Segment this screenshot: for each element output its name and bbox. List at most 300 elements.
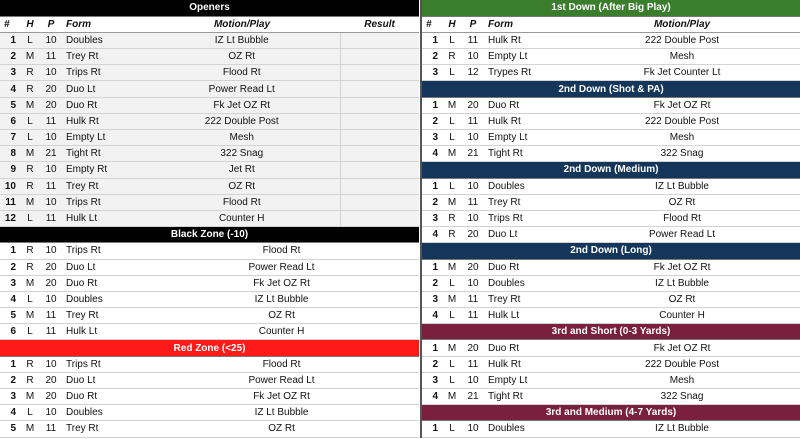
formation: Hulk Rt xyxy=(62,113,144,129)
second-shot-row[interactable] xyxy=(422,113,800,129)
second-long-row[interactable] xyxy=(422,259,800,275)
red-zone-title: Red Zone (<25) xyxy=(0,340,419,356)
formation: Trey Rt xyxy=(484,194,564,210)
personnel: 11 xyxy=(462,113,484,129)
personnel: 20 xyxy=(40,389,62,405)
motion-play: IZ Lt Bubble xyxy=(564,178,800,194)
motion-play: Flood Rt xyxy=(564,210,800,226)
formation: Doubles xyxy=(62,32,144,48)
personnel: 21 xyxy=(462,146,484,162)
motion-play: OZ Rt xyxy=(564,291,800,307)
openers-row[interactable] xyxy=(0,32,419,48)
hash-header: # xyxy=(422,16,442,32)
hash-mark: L xyxy=(442,421,462,437)
first-down-row[interactable] xyxy=(422,65,800,81)
personnel: 20 xyxy=(40,259,62,275)
second-shot-band xyxy=(422,81,800,97)
motion-play: 322 Snag xyxy=(564,389,800,405)
personnel: 20 xyxy=(462,259,484,275)
openers-row[interactable] xyxy=(0,162,419,178)
play-number: 2 xyxy=(422,356,442,372)
second-medium-title: 2nd Down (Medium) xyxy=(422,162,800,178)
motion-play: Jet Rt xyxy=(144,162,340,178)
play-number: 2 xyxy=(422,113,442,129)
play-number: 1 xyxy=(422,97,442,113)
third-short-row[interactable] xyxy=(422,356,800,372)
result-cell[interactable] xyxy=(340,32,419,48)
personnel: 11 xyxy=(40,113,62,129)
formation: Hulk Lt xyxy=(484,308,564,324)
result-cell[interactable] xyxy=(340,81,419,97)
play-number: 2 xyxy=(0,49,20,65)
hash-mark: M xyxy=(442,291,462,307)
column-header-row xyxy=(0,16,419,32)
personnel: 10 xyxy=(40,291,62,307)
first-down-row[interactable] xyxy=(422,49,800,65)
formation: Duo Lt xyxy=(484,227,564,243)
hash-mark: R xyxy=(442,49,462,65)
openers-row[interactable] xyxy=(0,81,419,97)
motion-play: Flood Rt xyxy=(144,194,340,210)
formation: Tight Rt xyxy=(484,389,564,405)
personnel: 20 xyxy=(40,275,62,291)
hash-mark: M xyxy=(20,146,40,162)
hash-mark: L xyxy=(442,113,462,129)
play-number: 11 xyxy=(0,194,20,210)
play-number: 2 xyxy=(422,275,442,291)
result-cell[interactable] xyxy=(340,49,419,65)
motion-play: OZ Rt xyxy=(144,49,340,65)
result-header: Result xyxy=(340,16,419,32)
formation: Doubles xyxy=(62,291,144,307)
play-number: 4 xyxy=(422,308,442,324)
second-medium-row[interactable] xyxy=(422,227,800,243)
personnel: 11 xyxy=(40,324,62,340)
formation: Trypes Rt xyxy=(484,65,564,81)
play-number: 3 xyxy=(0,275,20,291)
play-number: 4 xyxy=(422,389,442,405)
hash-mark: R xyxy=(20,356,40,372)
hash-mark: L xyxy=(20,32,40,48)
openers-band xyxy=(0,0,419,16)
hash-mark: R xyxy=(20,178,40,194)
formation: Empty Lt xyxy=(62,130,144,146)
personnel: 11 xyxy=(462,32,484,48)
second-shot-row[interactable] xyxy=(422,97,800,113)
third-short-row[interactable] xyxy=(422,389,800,405)
formation: Duo Rt xyxy=(62,275,144,291)
motion-play: Flood Rt xyxy=(144,65,340,81)
personnel: 10 xyxy=(40,194,62,210)
form-header: Form xyxy=(484,16,564,32)
personnel: 11 xyxy=(462,356,484,372)
motion-play: OZ Rt xyxy=(564,194,800,210)
play-number: 4 xyxy=(0,81,20,97)
play-number: 1 xyxy=(422,340,442,356)
motion-play: Mesh xyxy=(564,130,800,146)
play-number: 2 xyxy=(0,372,20,388)
formation: Trips Rt xyxy=(62,243,144,259)
third-short-band xyxy=(422,324,800,340)
third-short-row[interactable] xyxy=(422,340,800,356)
formation: Duo Lt xyxy=(62,81,144,97)
personnel: 11 xyxy=(462,308,484,324)
play-number: 5 xyxy=(0,308,20,324)
black-zone-row[interactable] xyxy=(0,308,419,324)
formation: Empty Lt xyxy=(484,372,564,388)
motion-play: Power Read Lt xyxy=(564,227,800,243)
play-number: 8 xyxy=(0,146,20,162)
hash-mark: L xyxy=(20,324,40,340)
personnel: 21 xyxy=(462,389,484,405)
first-down-title: 1st Down (After Big Play) xyxy=(422,0,800,16)
motion-play: 322 Snag xyxy=(144,146,340,162)
formation: Duo Rt xyxy=(484,97,564,113)
motion-play: 222 Double Post xyxy=(144,113,340,129)
hash-mark: M xyxy=(442,146,462,162)
black-zone-row[interactable] xyxy=(0,243,419,259)
black-zone-row[interactable] xyxy=(0,324,419,340)
motion-play: OZ Rt xyxy=(144,308,419,324)
formation: Hulk Rt xyxy=(484,32,564,48)
p-header: P xyxy=(462,16,484,32)
play-number: 5 xyxy=(0,97,20,113)
hash-mark: L xyxy=(20,405,40,421)
formation: Tight Rt xyxy=(62,146,144,162)
openers-row[interactable] xyxy=(0,49,419,65)
formation: Hulk Rt xyxy=(484,356,564,372)
black-zone-row[interactable] xyxy=(0,275,419,291)
red-zone-row[interactable] xyxy=(0,405,419,421)
formation: Tight Rt xyxy=(484,146,564,162)
third-short-title: 3rd and Short (0-3 Yards) xyxy=(422,324,800,340)
formation: Doubles xyxy=(62,405,144,421)
hash-mark: R xyxy=(442,210,462,226)
formation: Duo Lt xyxy=(62,259,144,275)
motion-play: 222 Double Post xyxy=(564,356,800,372)
result-cell[interactable] xyxy=(340,178,419,194)
motion-play: 222 Double Post xyxy=(564,32,800,48)
formation: Trips Rt xyxy=(62,356,144,372)
hash-mark: R xyxy=(442,227,462,243)
openers-row[interactable] xyxy=(0,178,419,194)
play-number: 7 xyxy=(0,130,20,146)
right-table xyxy=(422,0,800,438)
personnel: 10 xyxy=(462,421,484,437)
motion-play: IZ Lt Bubble xyxy=(144,405,419,421)
play-number: 1 xyxy=(422,421,442,437)
motion-play: OZ Rt xyxy=(144,178,340,194)
personnel: 20 xyxy=(462,227,484,243)
hash-mark: M xyxy=(442,340,462,356)
motion-play: Flood Rt xyxy=(144,243,419,259)
h-header: H xyxy=(20,16,40,32)
motion-play: Mesh xyxy=(564,49,800,65)
formation: Duo Rt xyxy=(484,340,564,356)
play-number: 6 xyxy=(0,324,20,340)
personnel: 10 xyxy=(462,372,484,388)
personnel: 11 xyxy=(40,178,62,194)
second-long-title: 2nd Down (Long) xyxy=(422,243,800,259)
personnel: 10 xyxy=(462,130,484,146)
personnel: 11 xyxy=(462,291,484,307)
hash-mark: L xyxy=(442,372,462,388)
second-long-row[interactable] xyxy=(422,308,800,324)
motion-play: Fk Jet Counter Lt xyxy=(564,65,800,81)
hash-mark: L xyxy=(442,308,462,324)
result-cell[interactable] xyxy=(340,97,419,113)
personnel: 10 xyxy=(40,130,62,146)
black-zone-band xyxy=(0,227,419,243)
openers-title: Openers xyxy=(0,0,419,16)
play-number: 12 xyxy=(0,210,20,226)
hash-mark: L xyxy=(442,275,462,291)
second-long-band xyxy=(422,243,800,259)
second-medium-row[interactable] xyxy=(422,210,800,226)
personnel: 20 xyxy=(40,81,62,97)
hash-mark: L xyxy=(442,356,462,372)
play-number: 2 xyxy=(0,259,20,275)
formation: Trey Rt xyxy=(62,421,144,437)
play-number: 3 xyxy=(422,130,442,146)
hash-mark: M xyxy=(20,308,40,324)
right-column xyxy=(420,0,800,438)
personnel: 10 xyxy=(40,243,62,259)
openers-row[interactable] xyxy=(0,97,419,113)
motion-play-header: Motion/Play xyxy=(144,16,340,32)
motion-play: IZ Lt Bubble xyxy=(564,421,800,437)
third-medium-band xyxy=(422,405,800,421)
p-header: P xyxy=(40,16,62,32)
black-zone-row[interactable] xyxy=(0,259,419,275)
hash-mark: M xyxy=(20,421,40,437)
formation: Hulk Lt xyxy=(62,210,144,226)
black-zone-row[interactable] xyxy=(0,291,419,307)
result-cell[interactable] xyxy=(340,194,419,210)
personnel: 11 xyxy=(462,194,484,210)
personnel: 10 xyxy=(462,275,484,291)
motion-play: IZ Lt Bubble xyxy=(144,291,419,307)
openers-row[interactable] xyxy=(0,194,419,210)
play-number: 9 xyxy=(0,162,20,178)
personnel: 20 xyxy=(462,97,484,113)
personnel: 10 xyxy=(40,356,62,372)
second-medium-row[interactable] xyxy=(422,178,800,194)
hash-mark: L xyxy=(442,32,462,48)
motion-play: Mesh xyxy=(144,130,340,146)
play-number: 3 xyxy=(422,291,442,307)
third-medium-row[interactable] xyxy=(422,421,800,437)
second-long-row[interactable] xyxy=(422,275,800,291)
formation: Trips Rt xyxy=(62,65,144,81)
motion-play: 222 Double Post xyxy=(564,113,800,129)
openers-row[interactable] xyxy=(0,130,419,146)
formation: Empty Rt xyxy=(62,162,144,178)
hash-mark: M xyxy=(442,97,462,113)
column-header-row xyxy=(422,16,800,32)
hash-mark: L xyxy=(20,210,40,226)
personnel: 12 xyxy=(462,65,484,81)
motion-play: Flood Rt xyxy=(144,356,419,372)
hash-mark: M xyxy=(442,259,462,275)
motion-play: Power Read Lt xyxy=(144,259,419,275)
motion-play: Counter H xyxy=(144,210,340,226)
h-header: H xyxy=(442,16,462,32)
play-number: 1 xyxy=(422,259,442,275)
second-medium-row[interactable] xyxy=(422,194,800,210)
play-number: 1 xyxy=(0,356,20,372)
motion-play: Fk Jet OZ Rt xyxy=(564,97,800,113)
hash-mark: L xyxy=(20,113,40,129)
personnel: 10 xyxy=(40,405,62,421)
formation: Duo Rt xyxy=(62,389,144,405)
hash-mark: R xyxy=(20,259,40,275)
hash-mark: L xyxy=(442,130,462,146)
result-cell[interactable] xyxy=(340,162,419,178)
second-shot-row[interactable] xyxy=(422,130,800,146)
formation: Hulk Lt xyxy=(62,324,144,340)
formation: Trey Rt xyxy=(62,308,144,324)
play-number: 4 xyxy=(422,146,442,162)
formation: Empty Lt xyxy=(484,49,564,65)
play-number: 5 xyxy=(0,421,20,437)
motion-play: Power Read Lt xyxy=(144,81,340,97)
hash-mark: L xyxy=(442,65,462,81)
first-down-row[interactable] xyxy=(422,32,800,48)
motion-play: Power Read Lt xyxy=(144,372,419,388)
result-cell[interactable] xyxy=(340,210,419,226)
hash-mark: M xyxy=(20,275,40,291)
play-number: 4 xyxy=(0,405,20,421)
formation: Doubles xyxy=(484,275,564,291)
motion-play: IZ Lt Bubble xyxy=(144,32,340,48)
personnel: 11 xyxy=(40,308,62,324)
formation: Trips Rt xyxy=(62,194,144,210)
play-number: 3 xyxy=(0,389,20,405)
formation: Duo Rt xyxy=(62,97,144,113)
result-cell[interactable] xyxy=(340,113,419,129)
formation: Empty Lt xyxy=(484,130,564,146)
personnel: 11 xyxy=(40,49,62,65)
openers-row[interactable] xyxy=(0,113,419,129)
hash-mark: M xyxy=(20,194,40,210)
personnel: 21 xyxy=(40,146,62,162)
personnel: 10 xyxy=(40,65,62,81)
motion-play: IZ Lt Bubble xyxy=(564,275,800,291)
motion-play: 322 Snag xyxy=(564,146,800,162)
hash-mark: L xyxy=(20,130,40,146)
motion-play: Counter H xyxy=(144,324,419,340)
play-number: 1 xyxy=(0,243,20,259)
formation: Trips Rt xyxy=(484,210,564,226)
third-short-row[interactable] xyxy=(422,372,800,388)
personnel: 10 xyxy=(462,49,484,65)
formation: Trey Rt xyxy=(62,49,144,65)
openers-row[interactable] xyxy=(0,146,419,162)
play-number: 4 xyxy=(0,291,20,307)
formation: Doubles xyxy=(484,178,564,194)
personnel: 20 xyxy=(40,372,62,388)
play-number: 6 xyxy=(0,113,20,129)
second-shot-title: 2nd Down (Shot & PA) xyxy=(422,81,800,97)
red-zone-band xyxy=(0,340,419,356)
result-cell[interactable] xyxy=(340,65,419,81)
result-cell[interactable] xyxy=(340,146,419,162)
red-zone-row[interactable] xyxy=(0,356,419,372)
formation: Hulk Rt xyxy=(484,113,564,129)
motion-play: OZ Rt xyxy=(144,421,419,437)
hash-mark: M xyxy=(442,194,462,210)
motion-play: Fk Jet OZ Rt xyxy=(564,259,800,275)
first-down-band xyxy=(422,0,800,16)
play-number: 4 xyxy=(422,227,442,243)
play-number: 2 xyxy=(422,194,442,210)
openers-row[interactable] xyxy=(0,210,419,226)
play-number: 1 xyxy=(422,32,442,48)
personnel: 20 xyxy=(462,340,484,356)
personnel: 11 xyxy=(40,210,62,226)
hash-mark: R xyxy=(20,65,40,81)
hash-mark: M xyxy=(20,389,40,405)
motion-play-header: Motion/Play xyxy=(564,16,800,32)
motion-play: Counter H xyxy=(564,308,800,324)
hash-mark: L xyxy=(442,178,462,194)
hash-mark: M xyxy=(20,97,40,113)
play-number: 3 xyxy=(0,65,20,81)
personnel: 10 xyxy=(462,210,484,226)
motion-play: Fk Jet OZ Rt xyxy=(144,97,340,113)
personnel: 10 xyxy=(462,178,484,194)
hash-mark: R xyxy=(20,81,40,97)
motion-play: Mesh xyxy=(564,372,800,388)
formation: Trey Rt xyxy=(62,178,144,194)
result-cell[interactable] xyxy=(340,130,419,146)
play-number: 2 xyxy=(422,49,442,65)
personnel: 10 xyxy=(40,32,62,48)
hash-mark: R xyxy=(20,243,40,259)
third-medium-title: 3rd and Medium (4-7 Yards) xyxy=(422,405,800,421)
hash-mark: R xyxy=(20,162,40,178)
hash-header: # xyxy=(0,16,20,32)
second-medium-band xyxy=(422,162,800,178)
formation: Doubles xyxy=(484,421,564,437)
second-long-row[interactable] xyxy=(422,291,800,307)
hash-mark: M xyxy=(442,389,462,405)
motion-play: Fk Jet OZ Rt xyxy=(144,389,419,405)
play-number: 1 xyxy=(422,178,442,194)
hash-mark: R xyxy=(20,372,40,388)
red-zone-row[interactable] xyxy=(0,372,419,388)
play-number: 10 xyxy=(0,178,20,194)
red-zone-row[interactable] xyxy=(0,389,419,405)
openers-row[interactable] xyxy=(0,65,419,81)
play-number: 3 xyxy=(422,65,442,81)
personnel: 10 xyxy=(40,162,62,178)
personnel: 11 xyxy=(40,421,62,437)
personnel: 20 xyxy=(40,97,62,113)
red-zone-row[interactable] xyxy=(0,421,419,437)
hash-mark: L xyxy=(20,291,40,307)
formation: Duo Lt xyxy=(62,372,144,388)
play-number: 1 xyxy=(0,32,20,48)
play-number: 3 xyxy=(422,210,442,226)
play-number: 3 xyxy=(422,372,442,388)
second-shot-row[interactable] xyxy=(422,146,800,162)
formation: Duo Rt xyxy=(484,259,564,275)
form-header: Form xyxy=(62,16,144,32)
hash-mark: M xyxy=(20,49,40,65)
black-zone-title: Black Zone (-10) xyxy=(0,227,419,243)
